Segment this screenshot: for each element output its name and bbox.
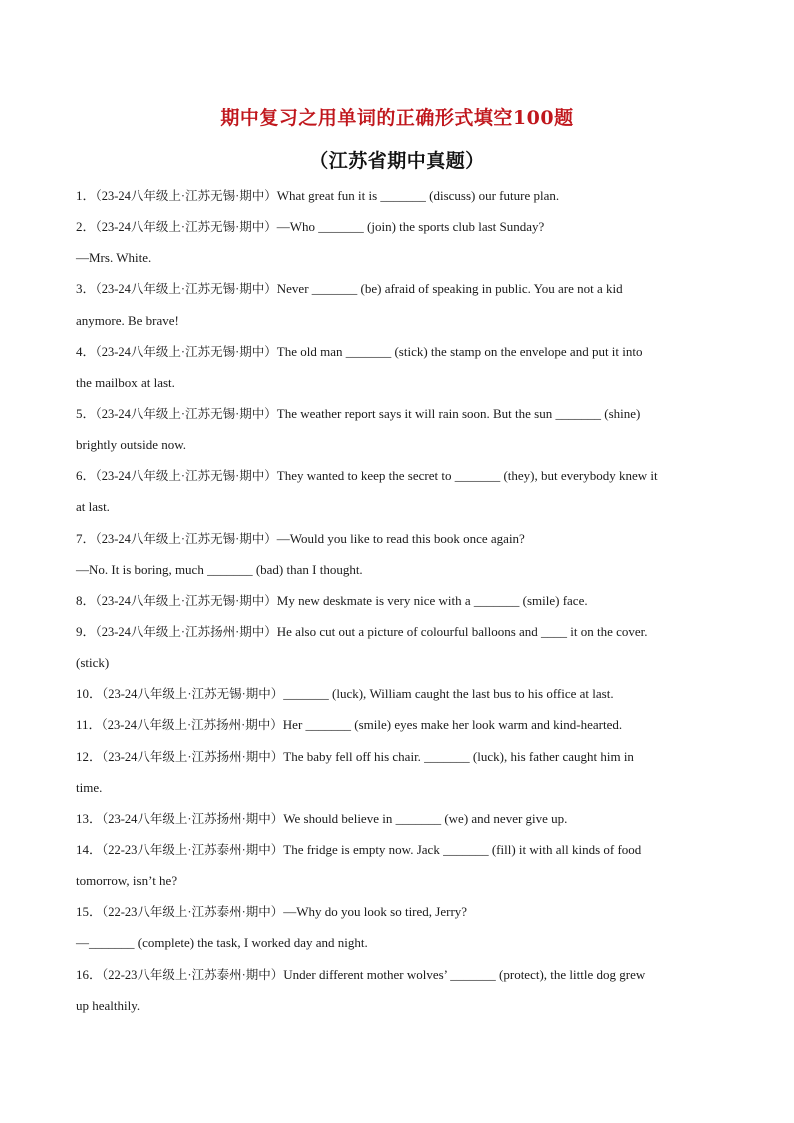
- question-text: They wanted to keep the secret to _______ (they), but everybody knew it: [276, 468, 658, 484]
- question-line: [76, 336, 716, 367]
- question-text: up healthily.: [76, 997, 141, 1013]
- question-source: （23-24八年级上·江苏无锡·期中）: [95, 220, 277, 235]
- question-number: 3．: [76, 281, 96, 297]
- question-source: （23-24八年级上·江苏无锡·期中）: [95, 344, 277, 359]
- question-number: 12．: [76, 748, 103, 764]
- question-text: —Would you like to read this book once again?: [276, 530, 525, 546]
- question-text: The weather report says it will rain soon. But the sun _______ (shine): [276, 405, 641, 421]
- question-text: at last.: [76, 499, 110, 515]
- question-text: The baby fell off his chair. _______ (luck), his father caught him in: [283, 748, 634, 764]
- question-line: [76, 741, 716, 772]
- question-line: [76, 834, 716, 865]
- question-number: 5．: [76, 405, 96, 421]
- question-line: [76, 616, 716, 647]
- question-source: （23-24八年级上·江苏扬州·期中）: [101, 718, 283, 733]
- question-line: [76, 647, 716, 678]
- question-number: 16．: [76, 966, 103, 982]
- question-text: —Who _______ (join) the sports club last Sunday?: [276, 219, 545, 235]
- question-list: [76, 180, 716, 1021]
- question-number: 6．: [76, 468, 96, 484]
- question-text: brightly outside now.: [76, 437, 187, 453]
- question-text: anymore. Be brave!: [76, 312, 179, 328]
- question-source: （23-24八年级上·江苏无锡·期中）: [95, 593, 277, 608]
- question-number: 13．: [76, 810, 103, 826]
- question-source: （23-24八年级上·江苏无锡·期中）: [95, 531, 277, 546]
- question-line: [76, 242, 716, 273]
- question-line: [76, 990, 716, 1021]
- question-number: 11．: [76, 717, 102, 733]
- question-text: Her _______ (smile) eyes make her look warm and kind-hearted.: [282, 717, 623, 733]
- question-text: —_______ (complete) the task, I worked day and night.: [76, 935, 368, 951]
- question-text: _______ (luck), William caught the last bus to his office at last.: [283, 686, 614, 702]
- question-line: [76, 927, 716, 958]
- question-number: 9．: [76, 623, 96, 639]
- document-title: 期中复习之用单词的正确形式填空100题: [220, 107, 574, 129]
- question-source: （23-24八年级上·江苏无锡·期中）: [95, 189, 277, 203]
- question-line: [76, 959, 716, 990]
- question-number: 8．: [76, 592, 96, 608]
- question-line: [76, 896, 716, 927]
- question-text: We should believe in _______ (we) and never give up.: [283, 810, 568, 826]
- question-line: [76, 491, 716, 522]
- question-line: [76, 429, 716, 460]
- question-number: 15．: [76, 904, 103, 920]
- question-text: (stick): [76, 655, 110, 671]
- question-source: （23-24八年级上·江苏无锡·期中）: [102, 687, 284, 702]
- question-number: 7．: [76, 530, 96, 546]
- question-number: 4．: [76, 343, 96, 359]
- question-number: 14．: [76, 841, 103, 857]
- question-line: [76, 273, 716, 304]
- question-line: [76, 709, 716, 740]
- question-number: 10．: [76, 686, 103, 702]
- question-text: the mailbox at last.: [76, 374, 175, 390]
- question-number: 2．: [76, 219, 96, 235]
- question-text: tomorrow, isn’t he?: [76, 873, 178, 889]
- question-line: [76, 678, 716, 709]
- question-text: —No. It is boring, much _______ (bad) than I thought.: [76, 561, 363, 577]
- question-text: What great fun it is _______ (discuss) our future plan.: [276, 188, 560, 203]
- question-source: （23-24八年级上·江苏扬州·期中）: [95, 624, 277, 639]
- question-source: （23-24八年级上·江苏无锡·期中）: [95, 469, 277, 484]
- question-line: [76, 865, 716, 896]
- question-text: —Mrs. White.: [76, 250, 152, 266]
- question-text: The old man _______ (stick) the stamp on the envelope and put it into: [276, 343, 643, 359]
- question-line: [76, 398, 716, 429]
- question-source: （22-23八年级上·江苏泰州·期中）: [102, 905, 284, 920]
- question-line: [76, 460, 716, 491]
- question-line: [76, 211, 716, 242]
- question-line: [76, 772, 716, 803]
- question-source: （23-24八年级上·江苏无锡·期中）: [95, 406, 277, 421]
- question-number: 1．: [76, 188, 96, 203]
- question-line: [76, 523, 716, 554]
- question-source: （22-23八年级上·江苏泰州·期中）: [102, 967, 284, 982]
- question-source: （23-24八年级上·江苏无锡·期中）: [95, 282, 277, 297]
- document-subtitle: （江苏省期中真题）: [309, 150, 485, 172]
- question-text: He also cut out a picture of colourful balloons and ____ it on the cover.: [276, 623, 648, 639]
- question-source: （23-24八年级上·江苏扬州·期中）: [102, 811, 284, 826]
- question-line: [76, 367, 716, 398]
- question-line: [76, 305, 716, 336]
- question-line: [76, 554, 716, 585]
- question-line: [76, 585, 716, 616]
- question-source: （22-23八年级上·江苏泰州·期中）: [102, 842, 284, 857]
- question-source: （23-24八年级上·江苏扬州·期中）: [102, 749, 284, 764]
- question-text: The fridge is empty now. Jack _______ (fill) it with all kinds of food: [283, 841, 642, 857]
- question-text: Under different mother wolves’ _______ (protect), the little dog grew: [283, 966, 646, 982]
- question-text: —Why do you look so tired, Jerry?: [283, 904, 468, 920]
- question-line: [76, 180, 716, 211]
- question-text: time.: [76, 779, 103, 795]
- question-text: My new deskmate is very nice with a _______ (smile) face.: [276, 592, 588, 608]
- question-text: Never _______ (be) afraid of speaking in public. You are not a kid: [276, 281, 623, 297]
- question-line: [76, 803, 716, 834]
